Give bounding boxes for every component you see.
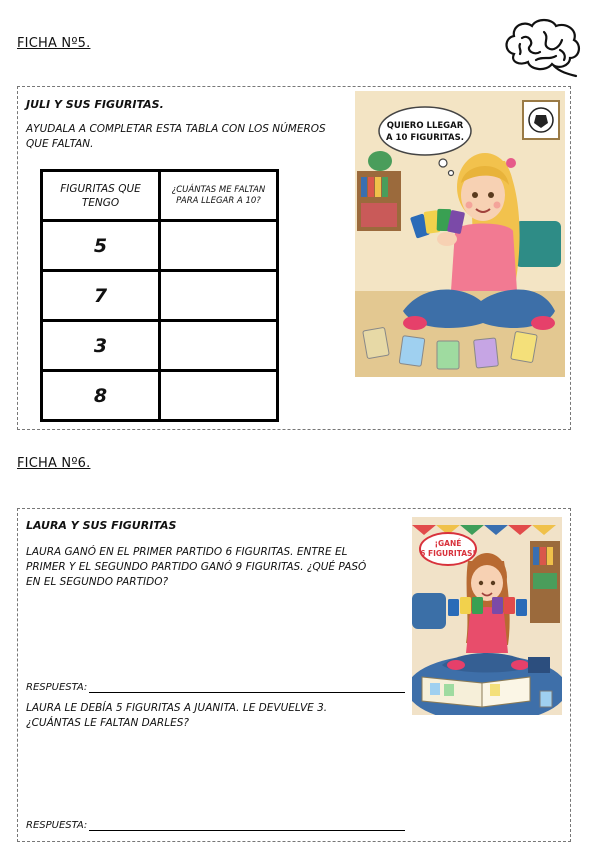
ficha6-problem1: LAURA GANÓ EN EL PRIMER PARTIDO 6 FIGURITAS. ENTRE EL PRIMER Y EL SEGUNDO PARTIDO GANÓ 9 FIGURITAS. ¿QUÉ PASÓ EN EL SEGUNDO PARTIDO? [26,546,367,588]
cell-faltan-input[interactable] [160,221,278,271]
girl-with-album-illustration [412,517,562,715]
header-tengo: FIGURITAS QUE TENGO [42,171,160,221]
answer-label-1: RESPUESTA: [26,682,88,693]
bubble-text-line1: ¡GANÉ [434,539,462,548]
cell-tengo: 8 [42,371,160,421]
cell-faltan-input[interactable] [160,371,278,421]
ficha6-heading: LAURA Y SUS FIGURITAS [26,519,177,532]
brain-icon [500,16,584,78]
girl-with-stickers-illustration [355,91,565,377]
answer-label-2: RESPUESTA: [26,820,88,831]
ficha6-problem2: LAURA LE DEBÍA 5 FIGURITAS A JUANITA. LE DEVUELVE 3. ¿CUÁNTAS LE FALTAN DARLES? [26,702,328,729]
cell-faltan-input[interactable] [160,321,278,371]
ficha6-box [17,508,571,842]
bubble-text-line1: QUIERO LLEGAR [386,121,464,131]
cell-tengo: 7 [42,271,160,321]
header-faltan: ¿CUÁNTAS ME FALTAN PARA LLEGAR A 10? [160,171,278,221]
answer-row-2 [26,820,405,831]
cell-tengo: 3 [42,321,160,371]
cell-faltan-input[interactable] [160,271,278,321]
cell-tengo: 5 [42,221,160,271]
answer-row-1 [26,682,405,693]
ficha5-table [40,169,279,422]
ficha5-instruction: AYUDALA A COMPLETAR ESTA TABLA CON LOS NÚMEROS QUE FALTAN. [26,123,326,150]
ficha6-title: FICHA Nº6. [17,456,91,471]
bubble-text-line2: 6 FIGURITAS! [420,549,476,558]
ficha5-title: FICHA Nº5. [17,36,91,51]
ficha5-heading: JULI Y SUS FIGURITAS. [26,98,164,111]
ficha5-box [17,86,571,430]
bubble-text-line2: A 10 FIGURITAS. [386,133,464,143]
answer-line-1-input[interactable] [89,682,405,693]
answer-line-2-input[interactable] [89,820,405,831]
